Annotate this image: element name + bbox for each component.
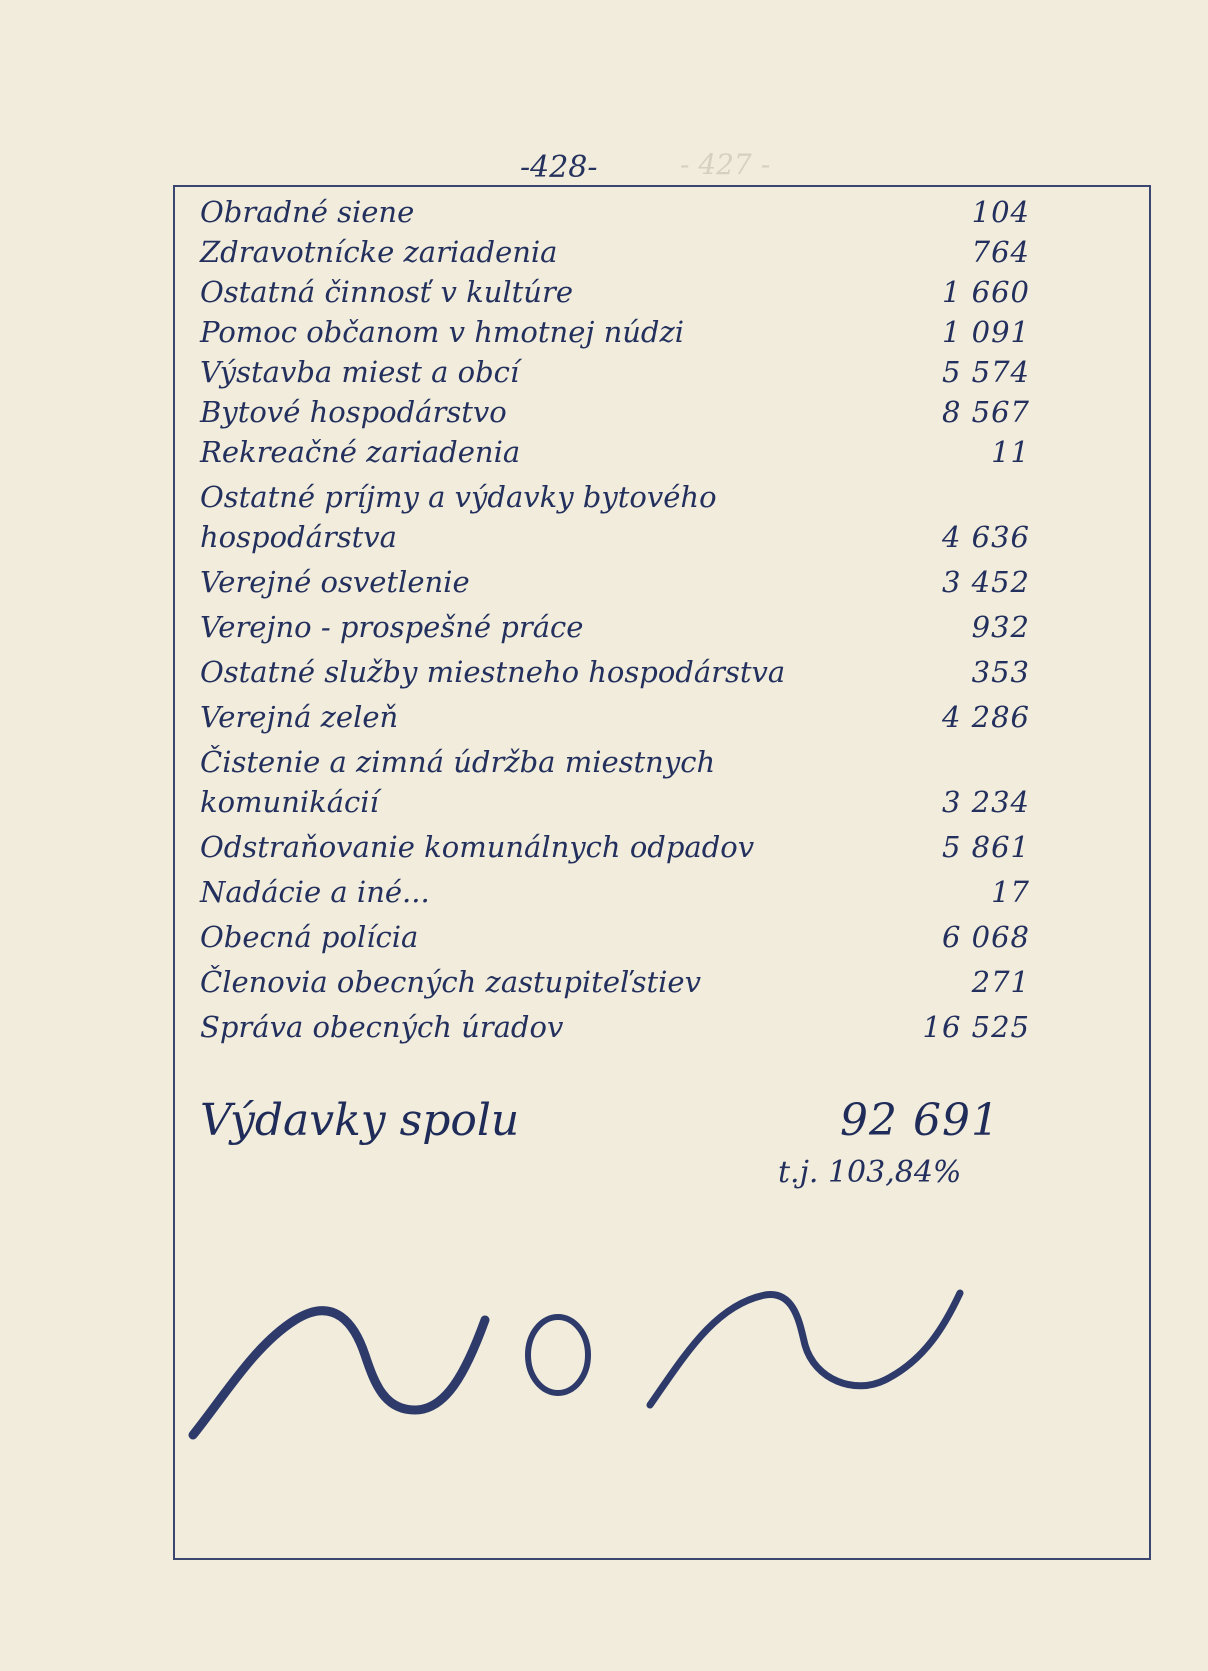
- total-row: [200, 1095, 1030, 1155]
- item-value: 932: [971, 610, 1030, 644]
- item-label: Verejná zeleň: [200, 700, 399, 734]
- item-value: 3 234: [941, 785, 1030, 819]
- item-label: Rekreačné zariadenia: [200, 435, 521, 469]
- item-value: 16 525: [922, 1010, 1030, 1044]
- list-item: [200, 395, 1030, 435]
- list-item: [200, 875, 1030, 915]
- item-value: 8 567: [941, 395, 1030, 429]
- list-item: [200, 235, 1030, 275]
- list-item: [200, 1010, 1030, 1050]
- list-item: [200, 520, 1030, 560]
- list-item: [200, 610, 1030, 650]
- item-value: 6 068: [941, 920, 1030, 954]
- item-value: 271: [971, 965, 1030, 999]
- item-label: Čistenie a zimná údržba miestnych: [200, 745, 716, 779]
- item-value: 1 091: [941, 315, 1030, 349]
- list-item: [200, 745, 1030, 785]
- item-label: Ostatné služby miestneho hospodárstva: [200, 655, 786, 689]
- item-label: Ostatná činnosť v kultúre: [200, 275, 574, 309]
- list-item: [200, 565, 1030, 605]
- item-value: 104: [971, 195, 1030, 229]
- item-value: 3 452: [941, 565, 1030, 599]
- total-value: 92 691: [840, 1095, 1000, 1146]
- item-value: 353: [971, 655, 1030, 689]
- item-value: 5 574: [941, 355, 1030, 389]
- list-item: [200, 355, 1030, 395]
- item-label: Bytové hospodárstvo: [200, 395, 507, 429]
- item-value: 764: [971, 235, 1030, 269]
- item-value: 17: [991, 875, 1030, 909]
- item-value: 11: [991, 435, 1030, 469]
- item-value: 4 286: [941, 700, 1030, 734]
- list-item: [200, 655, 1030, 695]
- list-item: [200, 785, 1030, 825]
- signature-icon: [185, 1285, 1005, 1525]
- bleed-through-page-number: - 427 -: [680, 148, 771, 181]
- page-number: -428-: [520, 150, 598, 185]
- item-label: Zdravotnícke zariadenia: [200, 235, 558, 269]
- item-label: Správa obecných úradov: [200, 1010, 564, 1044]
- list-item: [200, 920, 1030, 960]
- list-item: [200, 830, 1030, 870]
- item-value: 5 861: [941, 830, 1030, 864]
- item-label: Ostatné príjmy a výdavky bytového: [200, 480, 717, 514]
- item-label: Odstraňovanie komunálnych odpadov: [200, 830, 755, 864]
- item-value: 4 636: [941, 520, 1030, 554]
- list-item: [200, 275, 1030, 315]
- list-item: [200, 315, 1030, 355]
- item-label: Verejno - prospešné práce: [200, 610, 584, 644]
- item-label: Výstavba miest a obcí: [200, 355, 520, 389]
- item-label: hospodárstva: [200, 520, 397, 554]
- item-label: Členovia obecných zastupiteľstiev: [200, 965, 701, 999]
- list-item: [200, 480, 1030, 520]
- item-value: 1 660: [941, 275, 1030, 309]
- item-label: Obradné siene: [200, 195, 415, 229]
- item-label: komunikácií: [200, 785, 379, 819]
- item-label: Nadácie a iné...: [200, 875, 430, 909]
- item-label: Pomoc občanom v hmotnej núdzi: [200, 315, 685, 349]
- item-label: Obecná polícia: [200, 920, 419, 954]
- list-item: [200, 965, 1030, 1005]
- list-item: [200, 435, 1030, 475]
- total-label: Výdavky spolu: [200, 1095, 520, 1146]
- list-item: [200, 195, 1030, 235]
- item-label: Verejné osvetlenie: [200, 565, 470, 599]
- list-item: [200, 700, 1030, 740]
- percentage-note: t.j. 103,84%: [778, 1155, 962, 1190]
